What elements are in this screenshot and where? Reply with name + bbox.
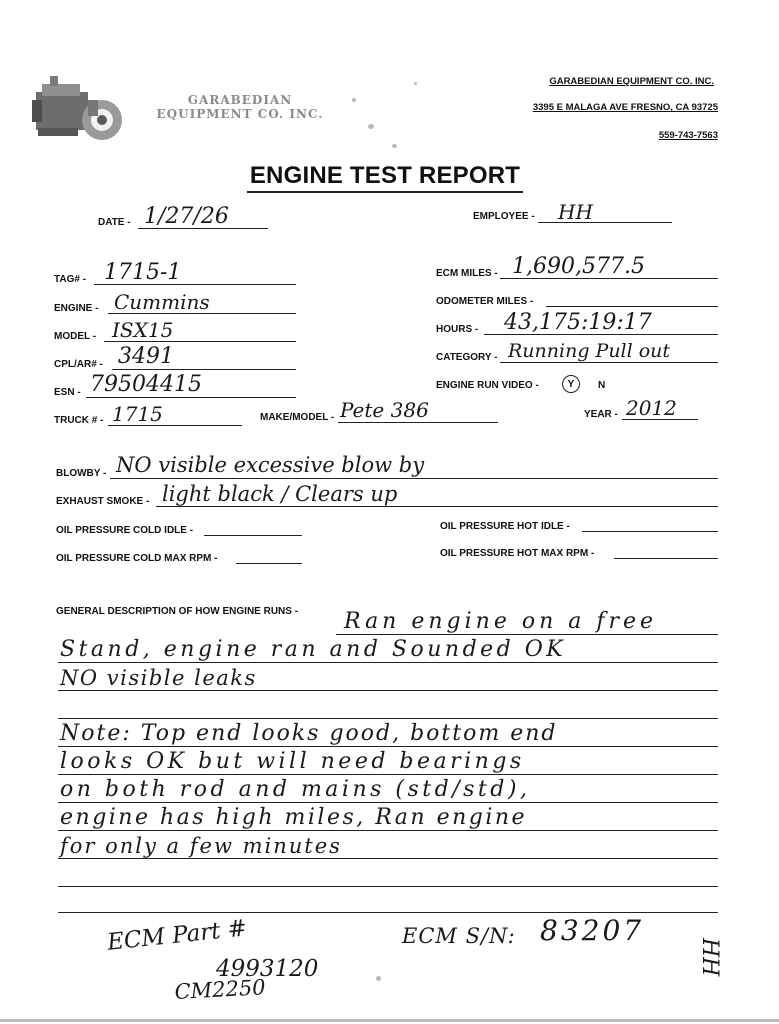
cpl-value: 3491 bbox=[118, 344, 174, 369]
run-video-yes-option[interactable] bbox=[562, 375, 580, 393]
engine-logo-icon bbox=[28, 70, 138, 152]
description-line-8: engine has high miles, Ran engine bbox=[60, 805, 528, 830]
exhaust-smoke-label: EXHAUST SMOKE - bbox=[56, 496, 150, 507]
make-model-value: Pete 386 bbox=[340, 398, 429, 422]
ecm-part-code: CM2250 bbox=[174, 975, 267, 1004]
date-value: 1/27/26 bbox=[144, 204, 229, 229]
logo-line1: GARABEDIAN bbox=[187, 93, 293, 107]
description-line-3: NO visible leaks bbox=[60, 666, 257, 690]
initials-signature: HH bbox=[697, 938, 722, 977]
truck-value: 1715 bbox=[112, 402, 163, 426]
company-phone: 559-743-7563 bbox=[658, 130, 718, 141]
odometer-label: ODOMETER MILES - bbox=[436, 296, 534, 307]
engine-value: Cummins bbox=[114, 290, 210, 314]
company-name: GARABEDIAN EQUIPMENT CO. INC. bbox=[549, 76, 714, 87]
ecm-sn-label: ECM S/N: bbox=[402, 924, 516, 948]
description-line-6: looks OK but will need bearings bbox=[60, 749, 525, 774]
company-address: 3395 E MALAGA AVE FRESNO, CA 93725 bbox=[532, 102, 718, 113]
ecm-miles-label: ECM MILES - bbox=[436, 268, 498, 279]
run-video-yes-text: Y bbox=[567, 379, 575, 390]
make-model-label: MAKE/MODEL - bbox=[260, 412, 335, 423]
description-line-5: Note: Top end looks good, bottom end bbox=[60, 721, 558, 746]
exhaust-smoke-value: light black / Clears up bbox=[162, 482, 398, 506]
report-title: ENGINE TEST REPORT bbox=[249, 162, 521, 189]
run-video-label: ENGINE RUN VIDEO - bbox=[436, 380, 539, 391]
category-value: Running Pull out bbox=[508, 340, 671, 362]
esn-value: 79504415 bbox=[90, 372, 202, 397]
ecm-sn-value: 83207 bbox=[540, 914, 645, 947]
description-line-7: on both rod and mains (std/std), bbox=[60, 777, 531, 802]
oil-hot-idle-label: OIL PRESSURE HOT IDLE - bbox=[440, 521, 570, 532]
blowby-label: BLOWBY - bbox=[56, 468, 107, 479]
ecm-part-label: ECM Part # bbox=[106, 915, 249, 956]
employee-label: EMPLOYEE - bbox=[473, 211, 535, 222]
year-value: 2012 bbox=[626, 396, 677, 420]
tag-value: 1715-1 bbox=[104, 260, 182, 285]
logo-text bbox=[140, 93, 340, 121]
run-video-no-option[interactable]: N bbox=[598, 380, 606, 391]
description-label: GENERAL DESCRIPTION OF HOW ENGINE RUNS - bbox=[56, 606, 299, 617]
description-line-1: Ran engine on a free bbox=[344, 609, 658, 634]
esn-label: ESN - bbox=[54, 387, 81, 398]
hours-value: 43,175:19:17 bbox=[504, 310, 652, 335]
cpl-label: CPL/AR# - bbox=[54, 359, 103, 370]
description-line-2: Stand, engine ran and Sounded OK bbox=[60, 637, 567, 662]
description-line-9: for only a few minutes bbox=[60, 834, 342, 858]
ecm-part-number: 4993120 bbox=[216, 956, 319, 982]
oil-hot-max-label: OIL PRESSURE HOT MAX RPM - bbox=[440, 548, 595, 559]
category-label: CATEGORY - bbox=[436, 352, 498, 363]
employee-value: HH bbox=[558, 200, 593, 224]
date-label: DATE - bbox=[98, 217, 131, 228]
model-value: ISX15 bbox=[112, 318, 174, 342]
engine-label: ENGINE - bbox=[54, 303, 99, 314]
blowby-value: NO visible excessive blow by bbox=[116, 453, 425, 477]
logo-line2: EQUIPMENT CO. INC. bbox=[156, 107, 324, 121]
company-logo bbox=[28, 70, 138, 152]
truck-label: TRUCK # - bbox=[54, 415, 104, 426]
tag-label: TAG# - bbox=[54, 274, 87, 285]
oil-cold-idle-label: OIL PRESSURE COLD IDLE - bbox=[56, 525, 194, 536]
model-label: MODEL - bbox=[54, 331, 97, 342]
oil-cold-max-label: OIL PRESSURE COLD MAX RPM - bbox=[56, 553, 218, 564]
hours-label: HOURS - bbox=[436, 324, 479, 335]
ecm-miles-value: 1,690,577.5 bbox=[512, 254, 645, 279]
year-label: YEAR - bbox=[584, 409, 618, 420]
